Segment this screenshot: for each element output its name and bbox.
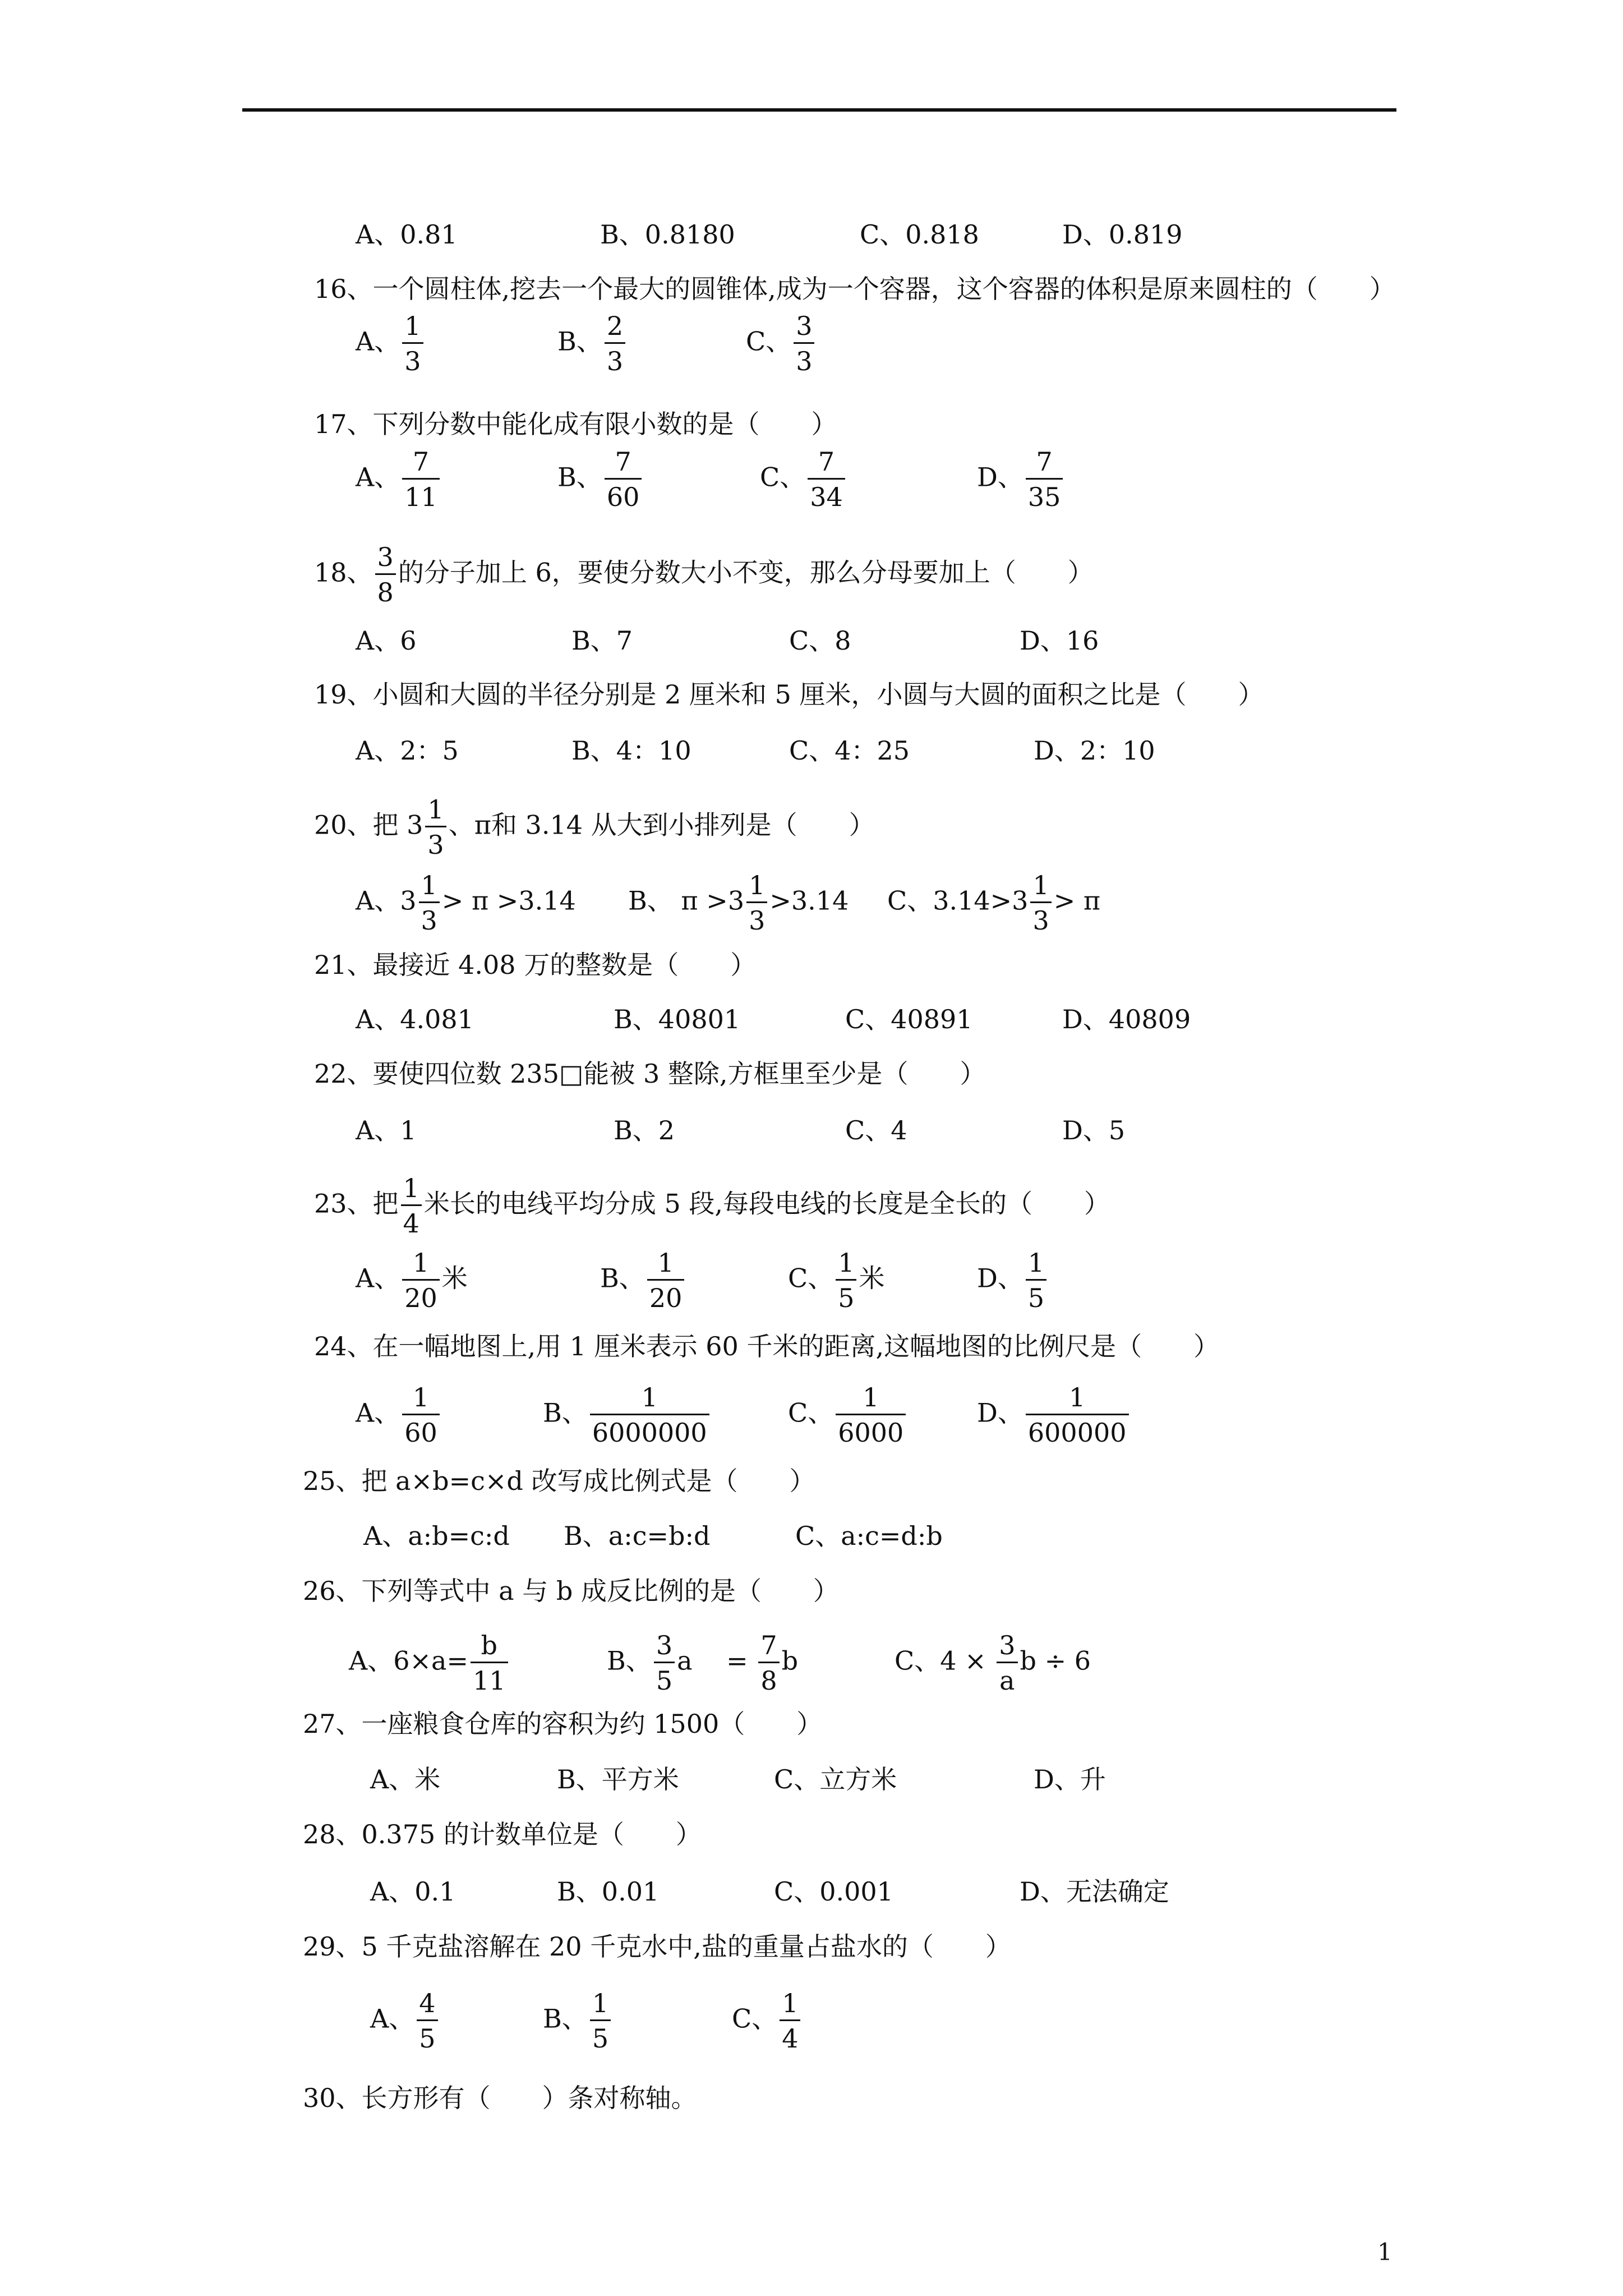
q22-stem: 22、要使四位数 235□能被 3 整除,方框里至少是（ ） [314, 1059, 986, 1089]
fraction: $\frac{3}{3}$ [794, 313, 814, 374]
fraction: $\frac{1}{4}$ [780, 1990, 800, 2051]
q27-option-c: C、立方米 [774, 1764, 897, 1795]
q19-stem: 19、小圆和大圆的半径分别是 2 厘米和 5 厘米，小圆与大圆的面积之比是（ ） [314, 679, 1264, 710]
q17-option-d: D、 $\frac{7}{35}$ [977, 449, 1065, 510]
fraction: $\frac{1}{4}$ [401, 1175, 422, 1236]
q21-stem: 21、最接近 4.08 万的整数是（ ） [314, 950, 757, 980]
q22-option-d: D、5 [1062, 1115, 1126, 1145]
q28-option-c: C、0.001 [774, 1876, 893, 1907]
q21-option-b: B、40801 [614, 1004, 741, 1034]
q25-option-a: A、a:b=c:d [363, 1521, 510, 1551]
q23-stem: 23、把 $\frac{1}{4}$ 米长的电线平均分成 5 段,每段电线的长度是全长的（ ） [314, 1173, 1110, 1239]
q18-option-d: D、16 [1020, 625, 1099, 656]
q28-option-b: B、0.01 [557, 1876, 660, 1907]
fraction: $\frac{4}{5}$ [417, 1990, 437, 2051]
q25-option-c: C、a:c=d:b [795, 1521, 943, 1551]
q25-option-b: B、a:c=b:d [564, 1521, 711, 1551]
fraction: $\frac{1}{3}$ [419, 872, 440, 933]
q15-option-b: B、0.8180 [600, 219, 735, 250]
q16-option-c: C、 $\frac{3}{3}$ [746, 313, 817, 374]
q16-option-a: A、 $\frac{1}{3}$ [356, 313, 426, 374]
fraction: $\frac{7}{11}$ [402, 449, 440, 510]
q19-option-b: B、4：10 [571, 735, 691, 766]
fraction: $\frac{1}{3}$ [425, 797, 446, 858]
q23-option-c: C、 $\frac{1}{5}$ 米 [788, 1248, 885, 1313]
fraction: $\frac{1}{5}$ [1026, 1250, 1046, 1311]
q28-option-a: A、0.1 [370, 1876, 456, 1907]
q25-stem: 25、把 a×b=c×d 改写成比例式是（ ） [303, 1466, 815, 1496]
q27-option-a: A、米 [370, 1764, 441, 1795]
q21-option-a: A、4.081 [356, 1004, 474, 1034]
q20-option-b: B、 π >3 $\frac{1}{3}$ >3.14 [628, 870, 849, 936]
q18-option-b: B、7 [571, 625, 633, 656]
fraction: $\frac{1}{6000000}$ [590, 1384, 709, 1446]
q27-stem: 27、一座粮食仓库的容积为约 1500（ ） [303, 1709, 823, 1739]
fraction: $\frac{1}{20}$ [402, 1250, 440, 1311]
fraction: $\frac{1}{60}$ [402, 1384, 440, 1446]
q26-option-b: B、 $\frac{3}{5}$ a = $\frac{7}{8}$ b [607, 1630, 799, 1696]
q24-option-b: B、 $\frac{1}{6000000}$ [543, 1384, 712, 1446]
q24-option-a: A、 $\frac{1}{60}$ [356, 1384, 442, 1446]
fraction: $\frac{2}{3}$ [605, 313, 625, 374]
q28-option-d: D、无法确定 [1020, 1876, 1169, 1907]
fraction: $\frac{1}{20}$ [647, 1250, 685, 1311]
fraction: $\frac{1}{3}$ [402, 313, 423, 374]
fraction: $\frac{1}{6000}$ [836, 1384, 906, 1446]
q29-option-a: A、 $\frac{4}{5}$ [370, 1990, 440, 2051]
q19-option-a: A、2：5 [356, 735, 459, 766]
q16-stem: 16、一个圆柱体,挖去一个最大的圆锥体,成为一个容器，这个容器的体积是原来圆柱的（ ） [314, 274, 1395, 304]
q23-option-b: B、 $\frac{1}{20}$ [600, 1250, 686, 1311]
q19-option-c: C、4：25 [789, 735, 910, 766]
q24-stem: 24、在一幅地图上,用 1 厘米表示 60 千米的距离,这幅地图的比例尺是（ ） [314, 1331, 1220, 1361]
q23-option-d: D、 $\frac{1}{5}$ [977, 1250, 1049, 1311]
q20-option-a: A、3 $\frac{1}{3}$ > π >3.14 [356, 870, 576, 936]
q20-stem: 20、把 3 $\frac{1}{3}$ 、π和 3.14 从大到小排列是（ ） [314, 794, 875, 860]
q15-option-d: D、0.819 [1062, 219, 1183, 250]
q21-option-d: D、40809 [1062, 1004, 1191, 1034]
fraction: $\frac{1}{600000}$ [1026, 1384, 1129, 1446]
q28-stem: 28、0.375 的计数单位是（ ） [303, 1819, 702, 1849]
q15-option-c: C、0.818 [860, 219, 979, 250]
q15-option-a: A、0.81 [356, 219, 458, 250]
q29-stem: 29、5 千克盐溶解在 20 千克水中,盐的重量占盐水的（ ） [303, 1931, 1011, 1962]
fraction: $\frac{7}{34}$ [808, 449, 845, 510]
q29-option-b: B、 $\frac{1}{5}$ [543, 1990, 613, 2051]
fraction: $\frac{1}{5}$ [836, 1250, 856, 1311]
q30-stem: 30、长方形有（ ）条对称轴。 [303, 2083, 697, 2113]
q17-option-b: B、 $\frac{7}{60}$ [557, 449, 644, 510]
q18-option-a: A、6 [356, 625, 417, 656]
q17-option-c: C、 $\frac{7}{34}$ [760, 449, 847, 510]
q24-option-c: C、 $\frac{1}{6000}$ [788, 1384, 908, 1446]
q18-option-c: C、8 [789, 625, 851, 656]
q22-option-b: B、2 [614, 1115, 675, 1145]
q17-option-a: A、 $\frac{7}{11}$ [356, 449, 442, 510]
fraction: $\frac{b}{11}$ [471, 1632, 508, 1694]
q20-option-c: C、3.14>3 $\frac{1}{3}$ > π [887, 870, 1101, 936]
q29-option-c: C、 $\frac{1}{4}$ [732, 1990, 803, 2051]
q21-option-c: C、40891 [845, 1004, 973, 1034]
header-rule [242, 108, 1396, 112]
q19-option-d: D、2：10 [1034, 735, 1155, 766]
fraction: $\frac{1}{3}$ [746, 872, 767, 933]
q23-option-a: A、 $\frac{1}{20}$ 米 [356, 1248, 468, 1313]
fraction: $\frac{1}{3}$ [1030, 872, 1051, 933]
fraction: $\frac{3}{5}$ [654, 1632, 675, 1694]
q24-option-d: D、 $\frac{1}{600000}$ [977, 1384, 1131, 1446]
fraction: $\frac{7}{60}$ [605, 449, 642, 510]
fraction: $\frac{3}{a}$ [997, 1632, 1017, 1694]
fraction: $\frac{3}{8}$ [375, 544, 396, 605]
fraction: $\frac{7}{35}$ [1026, 449, 1063, 510]
q17-stem: 17、下列分数中能化成有限小数的是（ ） [314, 409, 837, 439]
fraction: $\frac{1}{5}$ [590, 1990, 611, 2051]
fraction: $\frac{7}{8}$ [758, 1632, 779, 1694]
q22-option-c: C、4 [845, 1115, 907, 1145]
q26-stem: 26、下列等式中 a 与 b 成反比例的是（ ） [303, 1576, 839, 1606]
q26-option-a: A、6×a= $\frac{b}{11}$ [349, 1632, 510, 1694]
page-number: 1 [1377, 2238, 1393, 2266]
q27-option-d: D、升 [1034, 1764, 1106, 1795]
q27-option-b: B、平方米 [557, 1764, 679, 1795]
q22-option-a: A、1 [356, 1115, 417, 1145]
q16-option-b: B、 $\frac{2}{3}$ [557, 313, 628, 374]
q26-option-c: C、4 × $\frac{3}{a}$ b ÷ 6 [895, 1630, 1091, 1696]
q18-stem: 18、 $\frac{3}{8}$ 的分子加上 6，要使分数大小不变，那么分母要加上（ ） [314, 542, 1094, 608]
